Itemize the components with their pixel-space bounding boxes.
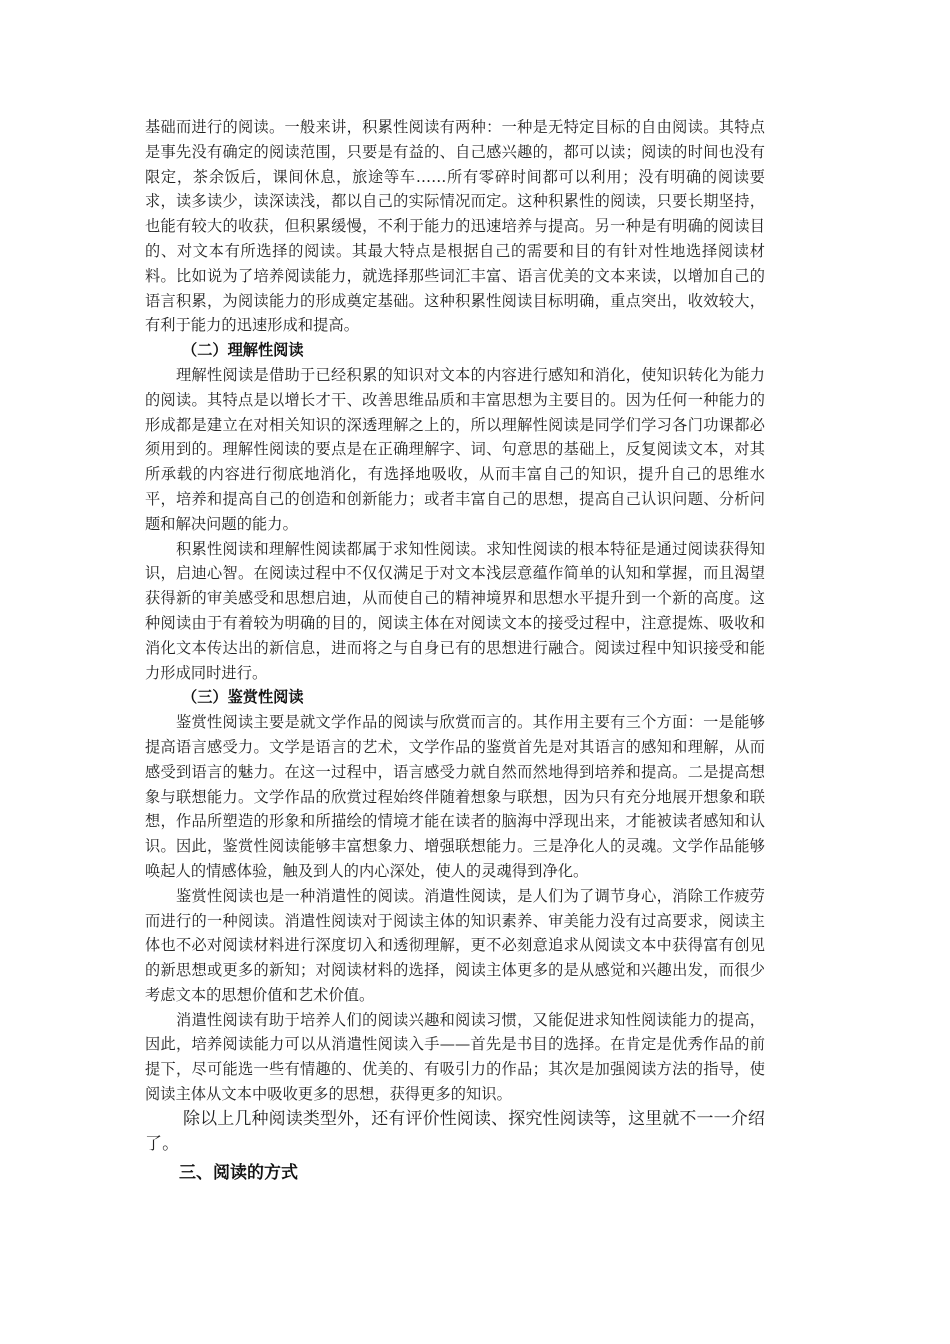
paragraph-leisure-reading: 鉴赏性阅读也是一种消遣性的阅读。消遣性阅读，是人们为了调节身心，消除工作疲劳而进行的一种阅读。消遣性阅读对于阅读主体的知识素养、审美能力没有过高要求，阅读主体也不必对阅读材料进行深度切入和透彻理解，更不必刻意追求从阅读文本中获得富有创见的新思想或更多的新知；对阅读材料的选择，阅读主体更多的是从感觉和兴趣出发，而很少考虑文本的思想价值和艺术价值。: [145, 886, 765, 1004]
paragraph-accumulative-reading-continued: 基础而进行的阅读。一般来讲，积累性阅读有两种：一种是无特定目标的自由阅读。其特点是事先没有确定的阅读范围，只要是有益的、自己感兴趣的，都可以读；阅读的时间也没有限定，茶余饭后，课间休息，旅途等车……所有零碎时间都可以利用；没有明确的阅读要求，读多读少，读深读浅，都以自己的实际情况而定。这种积累性的阅读，只要长期坚持，也能有较大的收获，但积累缓慢，不利于能力的迅速培养与提高。另一种是有明确的阅读目的、对文本有所选择的阅读。其最大特点是根据自己的需要和目的有针对性地选择阅读材料。比如说为了培养阅读能力，就选择那些词汇丰富、语言优美的文本来读，以增加自己的语言积累，为阅读能力的形成奠定基础。这种积累性阅读目标明确，重点突出，收效较大，有利于能力的迅速形成和提高。: [145, 118, 765, 335]
paragraph-other-reading-types: 除以上几种阅读类型外，还有评价性阅读、探究性阅读等，这里就不一一介绍了。: [145, 1108, 765, 1154]
chapter-heading-reading-methods: 三、阅读的方式: [179, 1162, 298, 1183]
paragraph-comprehension-reading: 理解性阅读是借助于已经积累的知识对文本的内容进行感知和消化，使知识转化为能力的阅读。其特点是以增长才干、改善思维品质和丰富思想为主要目的。因为任何一种能力的形成都是建立在对相关知识的深透理解之上的，所以理解性阅读是同学们学习各门功课都必须用到的。理解性阅读的要点是在正确理解字、词、句意思的基础上，反复阅读文本，对其所承载的内容进行彻底地消化，有选择地吸收，从而丰富自己的知识，提升自己的思维水平，培养和提高自己的创造和创新能力；或者丰富自己的思想，提高自己认识问题、分析问题和解决问题的能力。: [145, 365, 765, 533]
document-body: [145, 115, 765, 1187]
section-heading-comprehension-reading: （二）理解性阅读: [182, 341, 304, 360]
paragraph-leisure-reading-benefits: 消遣性阅读有助于培养人们的阅读兴趣和阅读习惯，又能促进求知性阅读能力的提高，因此，培养阅读能力可以从消遣性阅读入手——首先是书目的选择。在肯定是优秀作品的前提下，尽可能选一些有情趣的、优美的、有吸引力的作品；其次是加强阅读方法的指导，使阅读主体从文本中吸收更多的思想，获得更多的知识。: [145, 1010, 765, 1104]
paragraph-knowledge-seeking-reading: 积累性阅读和理解性阅读都属于求知性阅读。求知性阅读的根本特征是通过阅读获得知识，启迪心智。在阅读过程中不仅仅满足于对文本浅层意蕴作简单的认知和掌握，而且渴望获得新的审美感受和思想启迪，从而使自己的精神境界和思想水平提升到一个新的高度。这种阅读由于有着较为明确的目的，阅读主体在对阅读文本的接受过程中，注意提炼、吸收和消化文本传达出的新信息，进而将之与自身已有的思想进行融合。阅读过程中知识接受和能力形成同时进行。: [145, 539, 765, 682]
section-heading-appreciation-reading: （三）鉴赏性阅读: [182, 688, 304, 707]
paragraph-appreciation-reading: 鉴赏性阅读主要是就文学作品的阅读与欣赏而言的。其作用主要有三个方面：一是能够提高语言感受力。文学是语言的艺术，文学作品的鉴赏首先是对其语言的感知和理解，从而感受到语言的魅力。在这一过程中，语言感受力就自然而然地得到培养和提高。二是提高想象与联想能力。文学作品的欣赏过程始终伴随着想象与联想，因为只有充分地展开想象和联想，作品所塑造的形象和所描绘的情境才能在读者的脑海中浮现出来，才能被读者感知和认识。因此，鉴赏性阅读能够丰富想象力、增强联想能力。三是净化人的灵魂。文学作品能够唤起人的情感体验，触及到人的内心深处，使人的灵魂得到净化。: [145, 713, 765, 880]
